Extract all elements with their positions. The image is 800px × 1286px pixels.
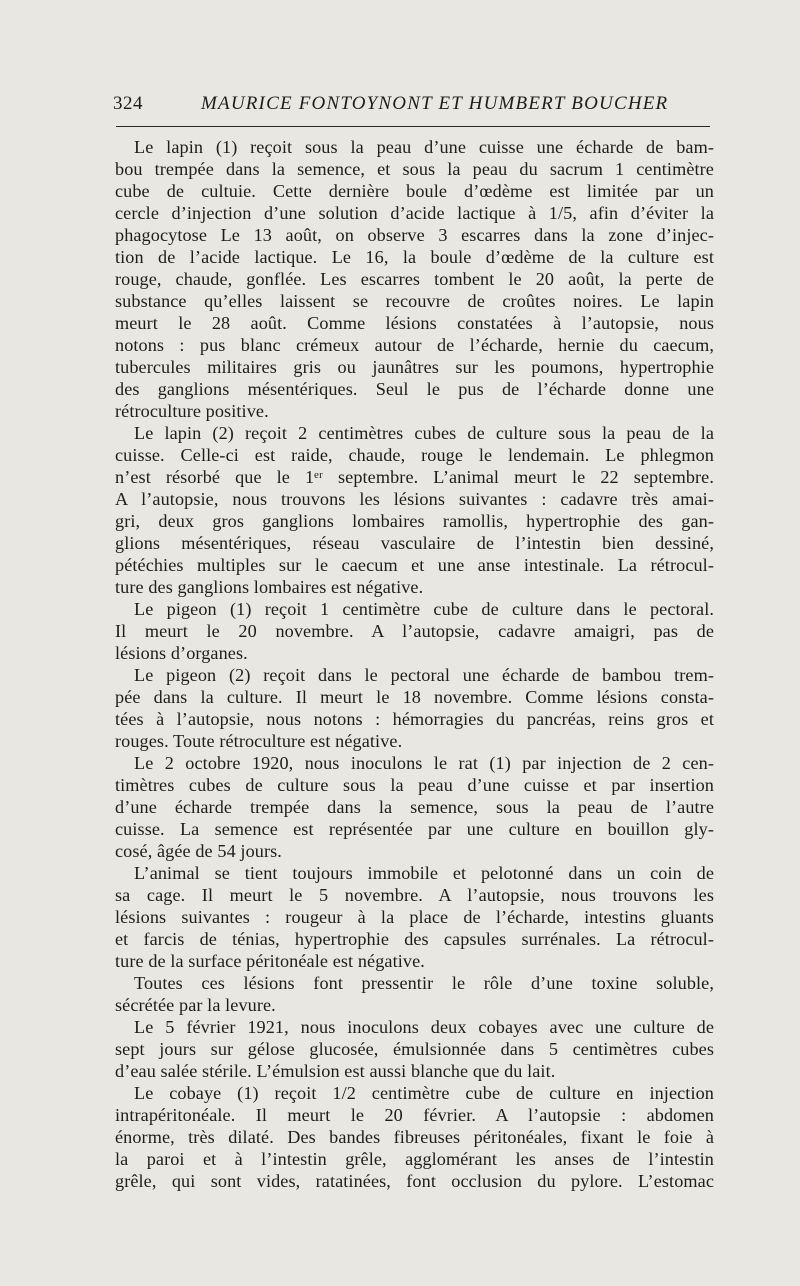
text-line: rouges. Toute rétroculture est négative.: [115, 731, 403, 751]
text-line: Le pigeon (2) reçoit dans le pectoral une écharde de bambou trem-: [134, 665, 714, 685]
text-line: Le 2 octobre 1920, nous inoculons le rat (1) par injection de 2 cen-: [134, 753, 714, 773]
text-line: n’est résorbé que le 1ᵉʳ septembre. L’animal meurt le 22 septembre.: [115, 467, 714, 487]
text-line: notons : pus blanc crémeux autour de l’écharde, hernie du caecum,: [115, 335, 714, 355]
text-line: Le lapin (1) reçoit sous la peau d’une cuisse une écharde de bam-: [134, 137, 714, 157]
text-line: grêle, qui sont vides, ratatinées, font occlusion du pylore. L’estomac: [115, 1171, 714, 1191]
text-line: gri, deux gros ganglions lombaires ramollis, hypertrophie des gan-: [115, 511, 714, 531]
running-title: MAURICE FONTOYNONT ET HUMBERT BOUCHER: [201, 93, 669, 114]
text-line: cosé, âgée de 54 jours.: [115, 841, 282, 861]
text-line: la paroi et à l’intestin grêle, agglomérant les anses de l’intestin: [115, 1149, 714, 1169]
body-text: [115, 136, 714, 1192]
text-line: pétéchies multiples sur le caecum et une anse intestinale. La rétrocul-: [115, 555, 714, 575]
text-line: tion de l’acide lactique. Le 16, la boule d’œdème de la culture est: [115, 247, 714, 267]
text-line: sept jours sur gélose glucosée, émulsionnée dans 5 centimètres cubes: [115, 1039, 714, 1059]
text-line: intrapéritonéale. Il meurt le 20 février. A l’autopsie : abdomen: [115, 1105, 714, 1125]
text-line: timètres cubes de culture sous la peau d’une cuisse et par insertion: [115, 775, 714, 795]
text-line: Le pigeon (1) reçoit 1 centimètre cube de culture dans le pectoral.: [134, 599, 714, 619]
text-line: pée dans la culture. Il meurt le 18 novembre. Comme lésions consta-: [115, 687, 714, 707]
text-line: cuisse. La semence est représentée par une culture en bouillon gly-: [115, 819, 714, 839]
text-line: substance qu’elles laissent se recouvre de croûtes noires. Le lapin: [115, 291, 714, 311]
text-line: cuisse. Celle-ci est raide, chaude, rouge le lendemain. Le phlegmon: [115, 445, 714, 465]
text-line: bou trempée dans la semence, et sous la peau du sacrum 1 centimètre: [115, 159, 714, 179]
text-line: cube de cultuie. Cette dernière boule d’œdème est limitée par un: [115, 181, 714, 201]
text-line: Le cobaye (1) reçoit 1/2 centimètre cube de culture en injection: [134, 1083, 714, 1103]
text-line: ture des ganglions lombaires est négative.: [115, 577, 424, 597]
text-line: d’eau salée stérile. L’émulsion est aussi blanche que du lait.: [115, 1061, 556, 1081]
text-line: rouge, chaude, gonflée. Les escarres tombent le 20 août, la perte de: [115, 269, 714, 289]
text-line: énorme, très dilaté. Des bandes fibreuses péritonéales, fixant le foie à: [115, 1127, 714, 1147]
text-line: glions mésentériques, réseau vasculaire de l’intestin bien dessiné,: [115, 533, 714, 553]
text-line: lésions d’organes.: [115, 643, 248, 663]
text-line: tées à l’autopsie, nous notons : hémorragies du pancréas, reins gros et: [115, 709, 714, 729]
text-line: A l’autopsie, nous trouvons les lésions suivantes : cadavre très amai-: [115, 489, 714, 509]
text-line: des ganglions mésentériques. Seul le pus de l’écharde donne une: [115, 379, 714, 399]
text-line: et farcis de ténias, hypertrophie des capsules surrénales. La rétrocul-: [115, 929, 714, 949]
page-number: 324: [113, 93, 143, 114]
text-line: rétroculture positive.: [115, 401, 269, 421]
text-line: Le 5 février 1921, nous inoculons deux cobayes avec une culture de: [134, 1017, 714, 1037]
text-line: Toutes ces lésions font pressentir le rôle d’une toxine soluble,: [134, 973, 714, 993]
header-rule: [116, 126, 710, 127]
text-line: sécrétée par la levure.: [115, 995, 276, 1015]
text-line: ture de la surface péritonéale est négative.: [115, 951, 425, 971]
text-line: lésions suivantes : rougeur à la place de l’écharde, intestins gluants: [115, 907, 714, 927]
text-line: L’animal se tient toujours immobile et pelotonné dans un coin de: [134, 863, 714, 883]
text-line: sa cage. Il meurt le 5 novembre. A l’autopsie, nous trouvons les: [115, 885, 714, 905]
text-line: phagocytose Le 13 août, on observe 3 escarres dans la zone d’injec-: [115, 225, 714, 245]
text-line: Il meurt le 20 novembre. A l’autopsie, cadavre amaigri, pas de: [115, 621, 714, 641]
text-line: meurt le 28 août. Comme lésions constatées à l’autopsie, nous: [115, 313, 714, 333]
page-header: [113, 93, 713, 117]
text-line: tubercules militaires gris ou jaunâtres sur les poumons, hypertrophie: [115, 357, 714, 377]
text-line: Le lapin (2) reçoit 2 centimètres cubes de culture sous la peau de la: [134, 423, 714, 443]
text-line: d’une écharde trempée dans la semence, sous la peau de l’autre: [115, 797, 714, 817]
text-line: cercle d’injection d’une solution d’acide lactique à 1/5, afin d’éviter la: [115, 203, 714, 223]
